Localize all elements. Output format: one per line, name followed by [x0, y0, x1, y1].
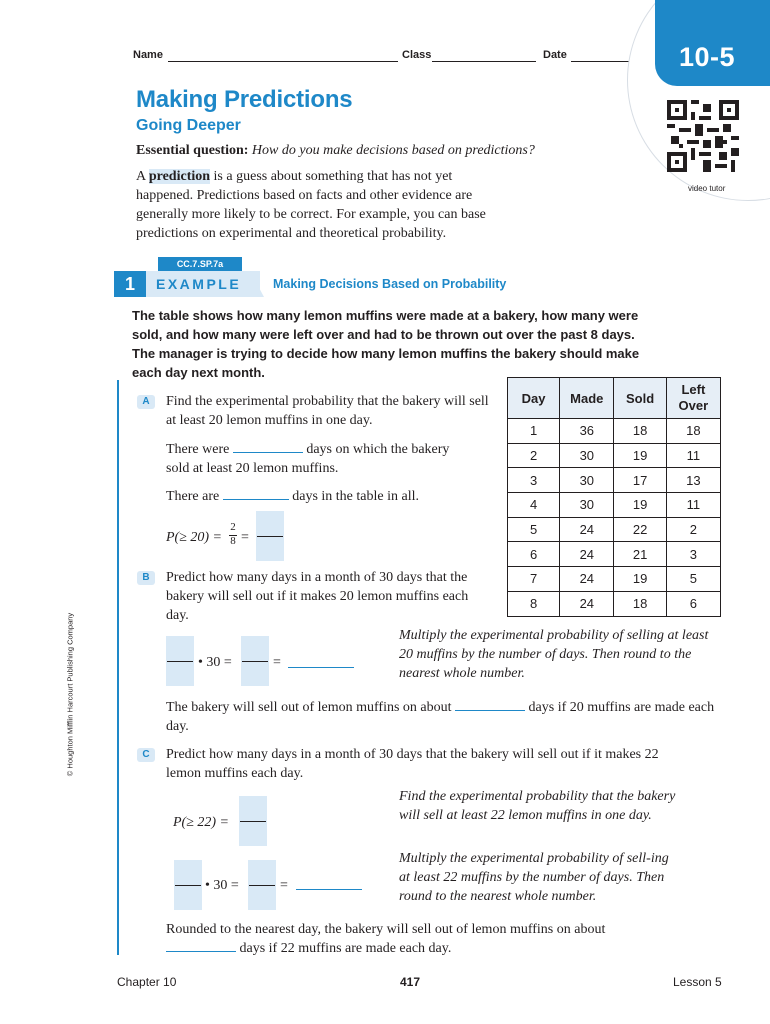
col-header-sold: Sold: [614, 378, 666, 419]
example-number: 1: [114, 271, 146, 297]
part-c-conclusion: [166, 920, 616, 958]
table-cell: 18: [614, 419, 666, 444]
essential-question: [136, 141, 616, 160]
intro-pre: A: [136, 169, 149, 184]
fraction-denominator: 8: [230, 535, 236, 547]
intro-post: is a guess about something that has not yet happened. Predictions based on facts and other evidence are generally more likely to be correct. For example, you can base predictions on experimental and theoretical probability.: [136, 169, 486, 241]
problem-statement: The table shows how many lemon muffins were made at a bakery, how many were sold, and how many were left over and had to be thrown out over the past 8 days. The manager is trying to decide how many lemon muffins the bakery should make each day next month.: [132, 308, 640, 380]
answer-fraction-bar: [257, 536, 283, 537]
part-a-badge: A: [137, 395, 155, 409]
part-a-line2-pre: There are: [166, 489, 220, 504]
col-header-left-over: Left Over: [666, 378, 720, 419]
standard-tag: CC.7.SP.7a: [158, 257, 242, 271]
part-c-equals: =: [280, 878, 288, 893]
table-cell: 24: [560, 567, 614, 592]
part-b-conclusion-post: days if 20 muffins are made each day.: [166, 700, 715, 734]
video-tutor-label: video tutor: [688, 184, 726, 193]
part-b-times-30: • 30 =: [198, 655, 232, 670]
part-b-days-blank[interactable]: [455, 698, 525, 711]
days-at-least-20-blank[interactable]: [233, 440, 303, 453]
part-c-note2: Multiply the experimental probability of sell-ing at least 22 muffins by the number of days. Then round to the nearest whole number.: [399, 851, 669, 904]
class-field[interactable]: [432, 51, 536, 62]
term-prediction: prediction: [148, 169, 211, 184]
essential-question-text: How do you make decisions based on predictions?: [251, 143, 535, 158]
table-cell: 1: [508, 419, 560, 444]
table-cell: 8: [508, 591, 560, 616]
table-cell: 2: [508, 443, 560, 468]
table-cell: 18: [666, 419, 720, 444]
col-header-made: Made: [560, 378, 614, 419]
part-c-probability-bar: [240, 821, 266, 822]
part-c-times-30: • 30 =: [205, 878, 239, 893]
date-field[interactable]: [571, 51, 629, 62]
table-cell: 21: [614, 542, 666, 567]
name-field[interactable]: [168, 51, 398, 62]
table-row: [508, 419, 721, 444]
table-cell: 5: [508, 517, 560, 542]
table-cell: 11: [666, 443, 720, 468]
example-label: EXAMPLE: [146, 271, 260, 297]
muffin-table: [507, 377, 721, 617]
table-cell: 2: [666, 517, 720, 542]
table-cell: 24: [560, 517, 614, 542]
page-number: 417: [400, 975, 421, 989]
table-cell: 3: [508, 468, 560, 493]
table-cell: 30: [560, 493, 614, 518]
lesson-tab: [655, 0, 770, 86]
footer-lesson: Lesson 5: [673, 975, 722, 989]
table-cell: 22: [614, 517, 666, 542]
table-cell: 19: [614, 493, 666, 518]
table-cell: 5: [666, 567, 720, 592]
copyright-credit: © Houghton Mifflin Harcourt Publishing Company: [65, 612, 75, 777]
table-row: [508, 443, 721, 468]
part-a-line2-post: days in the table in all.: [292, 489, 419, 504]
table-cell: 19: [614, 567, 666, 592]
name-label: Name: [133, 49, 163, 61]
part-c-note1: Find the experimental probability that the bakery will sell at least 22 lemon muffins in one day.: [399, 789, 676, 823]
part-c-product-bar: [249, 885, 275, 886]
intro-paragraph: [136, 167, 496, 243]
table-cell: 36: [560, 419, 614, 444]
part-c-result-blank[interactable]: [296, 877, 362, 890]
table-cell: 18: [614, 591, 666, 616]
part-b-badge: B: [137, 571, 155, 585]
table-cell: 24: [560, 591, 614, 616]
table-cell: 11: [666, 493, 720, 518]
part-a-line1: [166, 440, 476, 478]
example-title: Making Decisions Based on Probability: [273, 277, 507, 291]
table-cell: 30: [560, 443, 614, 468]
part-b-result-blank[interactable]: [288, 655, 354, 668]
part-c-eq1-lhs: P(≥ 22) =: [173, 815, 230, 830]
table-cell: 24: [560, 542, 614, 567]
class-label: Class: [402, 49, 432, 61]
col-header-day: Day: [508, 378, 560, 419]
table-cell: 19: [614, 443, 666, 468]
part-c-conclusion-post: days if 22 muffins are made each day.: [239, 941, 452, 956]
essential-question-label: Essential question:: [136, 143, 249, 158]
part-b-prompt: Predict how many days in a month of 30 days that the bakery will sell out if it makes 20 lemon muffins each day.: [166, 570, 469, 623]
part-a-eq-lhs: P(≥ 20) =: [166, 530, 223, 545]
table-row: [508, 493, 721, 518]
part-b-conclusion-pre: The bakery will sell out of lemon muffins on about: [166, 700, 452, 715]
table-cell: 4: [508, 493, 560, 518]
part-b-conclusion: [166, 698, 726, 736]
part-a-prompt: Find the experimental probability that the bakery will sell at least 20 lemon muffins in one day.: [166, 394, 489, 428]
part-c-fraction-bar: [175, 885, 201, 886]
table-cell: 30: [560, 468, 614, 493]
table-cell: 3: [666, 542, 720, 567]
part-c-badge: C: [137, 748, 155, 762]
date-label: Date: [543, 49, 567, 61]
part-c-prompt: Predict how many days in a month of 30 days that the bakery will sell out if it makes 22 lemon muffins each day.: [166, 747, 659, 781]
part-a-equals: =: [241, 530, 249, 545]
lesson-number: 10-5: [679, 42, 736, 72]
part-b-note: Multiply the experimental probability of selling at least 20 muffins by the number of days. Then round to the nearest whole number.: [399, 628, 709, 681]
table-cell: 7: [508, 567, 560, 592]
page-subtitle: Going Deeper: [136, 117, 241, 134]
example-band-arrow: [250, 271, 264, 297]
table-cell: 6: [508, 542, 560, 567]
part-c-days-blank[interactable]: [166, 939, 236, 952]
table-cell: 13: [666, 468, 720, 493]
days-total-blank[interactable]: [223, 487, 289, 500]
footer-chapter: Chapter 10: [117, 975, 177, 989]
part-a-line1-pre: There were: [166, 442, 230, 457]
part-c-conclusion-pre: Rounded to the nearest day, the bakery will sell out of lemon muffins on about: [166, 922, 606, 937]
part-b-equals: =: [273, 655, 281, 670]
page-title: Making Predictions: [136, 86, 353, 113]
part-a-line2: [166, 487, 496, 506]
table-row: [508, 517, 721, 542]
part-b-fraction-bar: [167, 661, 193, 662]
table-cell: 17: [614, 468, 666, 493]
table-row: [508, 567, 721, 592]
qr-code-icon[interactable]: [667, 100, 739, 172]
section-rule: [117, 380, 119, 955]
part-a-line1-post: days on which the bakery sold at least 20 lemon muffins.: [166, 442, 450, 476]
fraction-numerator: 2: [230, 521, 236, 533]
table-row: [508, 591, 721, 616]
table-cell: 6: [666, 591, 720, 616]
table-row: [508, 468, 721, 493]
part-b-product-bar: [242, 661, 268, 662]
table-row: [508, 542, 721, 567]
